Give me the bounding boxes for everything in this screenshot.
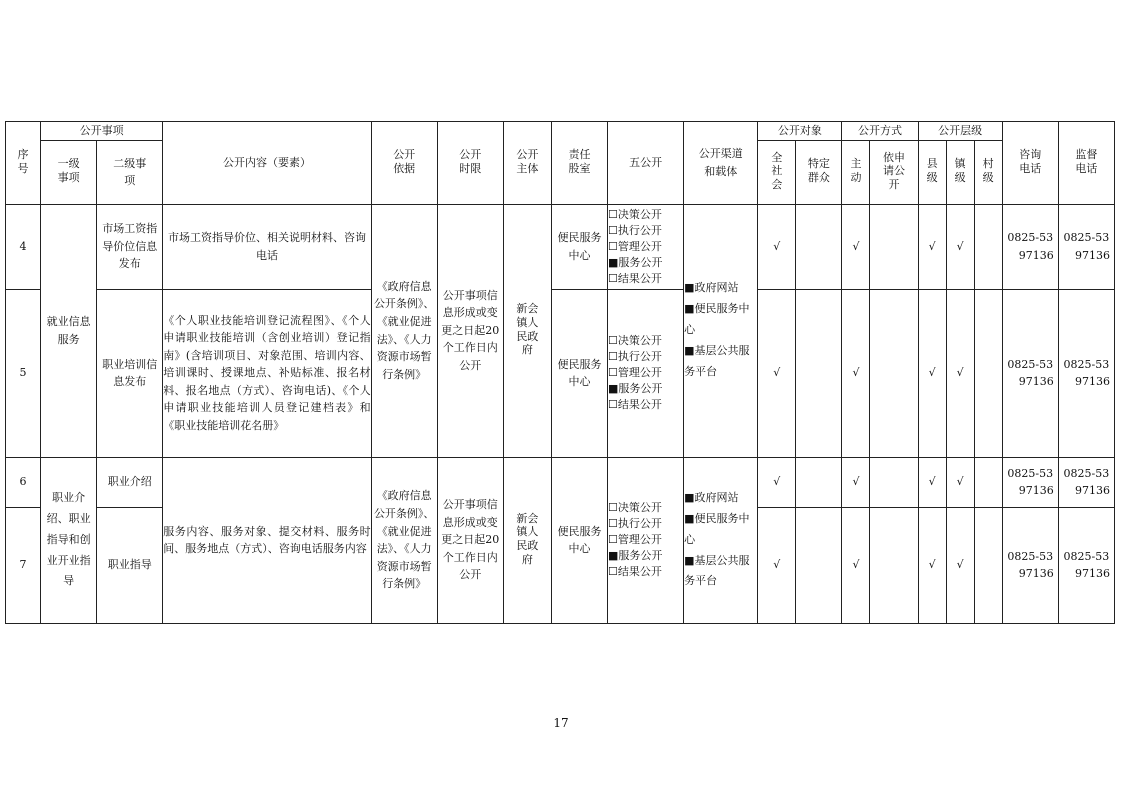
- five-public-list: [608, 457, 684, 623]
- level-town-check: √: [946, 289, 974, 457]
- header-method-request: 依申请公开: [870, 140, 918, 204]
- five-decision: ☐决策公开: [608, 334, 662, 348]
- subject-cell: 新会镇人民政府: [503, 457, 551, 623]
- header-level2: 二级事项: [97, 140, 163, 204]
- office-cell: 便民服务中心: [551, 289, 607, 457]
- header-level-village: 村级: [974, 140, 1002, 204]
- time-limit-cell: 公开事项信息形成或变更之日起20个工作日内公开: [437, 457, 503, 623]
- target-all-check: √: [758, 289, 796, 457]
- header-level: 公开层级: [918, 122, 1002, 141]
- table-row: [6, 204, 1115, 289]
- channel-list: [684, 457, 758, 623]
- header-time-limit: 公开时限: [437, 122, 503, 205]
- header-basis: 公开依据: [371, 122, 437, 205]
- level-village-check: [974, 204, 1002, 289]
- five-management: ☐管理公开: [608, 239, 662, 253]
- table-row: [6, 457, 1115, 507]
- five-execution: ☐执行公开: [608, 223, 662, 237]
- header-method: 公开方式: [842, 122, 918, 141]
- header-five-public: 五公开: [608, 122, 684, 205]
- level1-item: 就业信息服务: [41, 204, 97, 457]
- five-service: ■服务公开: [608, 255, 663, 269]
- level2-item: 职业培训信息发布: [97, 289, 163, 457]
- five-public-list: [608, 204, 684, 289]
- row-number: 6: [6, 457, 41, 507]
- header-level1: 一级事项: [41, 140, 97, 204]
- method-active-check: √: [842, 289, 870, 457]
- method-active-check: √: [842, 457, 870, 507]
- five-result: ☐结果公开: [608, 398, 662, 411]
- header-supervise-tel: 监督电话: [1058, 122, 1114, 205]
- level-village-check: [974, 457, 1002, 507]
- office-cell: 便民服务中心: [551, 204, 607, 289]
- header-method-active: 主动: [842, 140, 870, 204]
- header-content: 公开内容（要素）: [163, 122, 371, 205]
- five-decision: ☐决策公开: [608, 207, 662, 221]
- supervise-tel: 0825-53 97136: [1058, 457, 1114, 507]
- target-all-check: √: [758, 204, 796, 289]
- level-town-check: √: [946, 507, 974, 623]
- header-channel: 公开渠道和载体: [684, 122, 758, 205]
- channel-website: ■政府网站: [684, 490, 739, 504]
- subject-cell: 新会镇人民政府: [503, 204, 551, 457]
- level-town-check: √: [946, 204, 974, 289]
- supervise-tel: 0825-53 97136: [1058, 204, 1114, 289]
- content-cell: 市场工资指导价位、相关说明材料、咨询电话: [163, 204, 371, 289]
- five-service: ■服务公开: [608, 382, 663, 396]
- five-result: ☐结果公开: [608, 271, 662, 285]
- level-county-check: √: [918, 204, 946, 289]
- header-consult-tel: 咨询电话: [1002, 122, 1058, 205]
- five-decision: ☐决策公开: [608, 501, 662, 515]
- five-management: ☐管理公开: [608, 533, 662, 547]
- consult-tel: 0825-53 97136: [1002, 507, 1058, 623]
- five-public-list: [608, 289, 684, 457]
- office-cell: 便民服务中心: [551, 457, 607, 623]
- target-specific-check: [796, 507, 842, 623]
- table-row: [6, 289, 1115, 457]
- time-limit-cell: 公开事项信息形成或变更之日起20个工作日内公开: [437, 204, 503, 457]
- five-service: ■服务公开: [608, 549, 663, 563]
- method-active-check: √: [842, 507, 870, 623]
- channel-platform: ■基层公共服务平台: [684, 344, 750, 378]
- method-request-check: [870, 289, 918, 457]
- row-number: 7: [6, 507, 41, 623]
- channel-list: [684, 204, 758, 457]
- content-cell: 《个人职业技能培训登记流程图》、《个人申请职业技能培训（含创业培训）登记指南》(含培训项目、对象范围、培训内容、培训课时、授课地点、补贴标准、报名材料、报名地点（方式）、咨询电话)、《个人申请职业技能培训人员登记建档表》和《职业技能培训花名册》: [163, 289, 371, 457]
- method-request-check: [870, 204, 918, 289]
- consult-tel: 0825-53 97136: [1002, 289, 1058, 457]
- five-result: ☐结果公开: [608, 565, 662, 578]
- header-target-specific: 特定群众: [796, 140, 842, 204]
- header-target: 公开对象: [758, 122, 842, 141]
- level-county-check: √: [918, 457, 946, 507]
- channel-website: ■政府网站: [684, 281, 739, 295]
- target-all-check: √: [758, 457, 796, 507]
- disclosure-table: [5, 121, 1115, 624]
- header-xuhao: 序号: [6, 122, 41, 205]
- level-town-check: √: [946, 457, 974, 507]
- level-county-check: √: [918, 507, 946, 623]
- level1-item: 职业介绍、职业指导和创业开业指导: [41, 457, 97, 623]
- channel-platform: ■基层公共服务平台: [684, 553, 750, 588]
- basis-cell: 《政府信息公开条例》、《就业促进法》、《人力资源市场暂行条例》: [371, 204, 437, 457]
- level2-item: 市场工资指导价位信息发布: [97, 204, 163, 289]
- five-execution: ☐执行公开: [608, 350, 662, 364]
- header-level-county: 县级: [918, 140, 946, 204]
- page-number: 17: [553, 716, 569, 730]
- level-village-check: [974, 507, 1002, 623]
- target-specific-check: [796, 204, 842, 289]
- channel-service-center: ■便民服务中心: [684, 511, 750, 546]
- target-all-check: √: [758, 507, 796, 623]
- content-cell: 服务内容、服务对象、提交材料、服务时间、服务地点（方式）、咨询电话服务内容: [163, 457, 371, 623]
- consult-tel: 0825-53 97136: [1002, 457, 1058, 507]
- consult-tel: 0825-53 97136: [1002, 204, 1058, 289]
- supervise-tel: 0825-53 97136: [1058, 289, 1114, 457]
- level2-item: 职业指导: [97, 507, 163, 623]
- header-target-all: 全社会: [758, 140, 796, 204]
- header-office: 责任股室: [551, 122, 607, 205]
- five-management: ☐管理公开: [608, 366, 662, 380]
- level-county-check: √: [918, 289, 946, 457]
- channel-service-center: ■便民服务中心: [684, 302, 750, 337]
- five-execution: ☐执行公开: [608, 517, 662, 531]
- row-number: 5: [6, 289, 41, 457]
- row-number: 4: [6, 204, 41, 289]
- level-village-check: [974, 289, 1002, 457]
- method-request-check: [870, 507, 918, 623]
- header-level-town: 镇级: [946, 140, 974, 204]
- method-active-check: √: [842, 204, 870, 289]
- target-specific-check: [796, 289, 842, 457]
- basis-cell: 《政府信息公开条例》、《就业促进法》、《人力资源市场暂行条例》: [371, 457, 437, 623]
- method-request-check: [870, 457, 918, 507]
- level2-item: 职业介绍: [97, 457, 163, 507]
- target-specific-check: [796, 457, 842, 507]
- header-subject: 公开主体: [503, 122, 551, 205]
- supervise-tel: 0825-53 97136: [1058, 507, 1114, 623]
- header-public-items: 公开事项: [41, 122, 163, 141]
